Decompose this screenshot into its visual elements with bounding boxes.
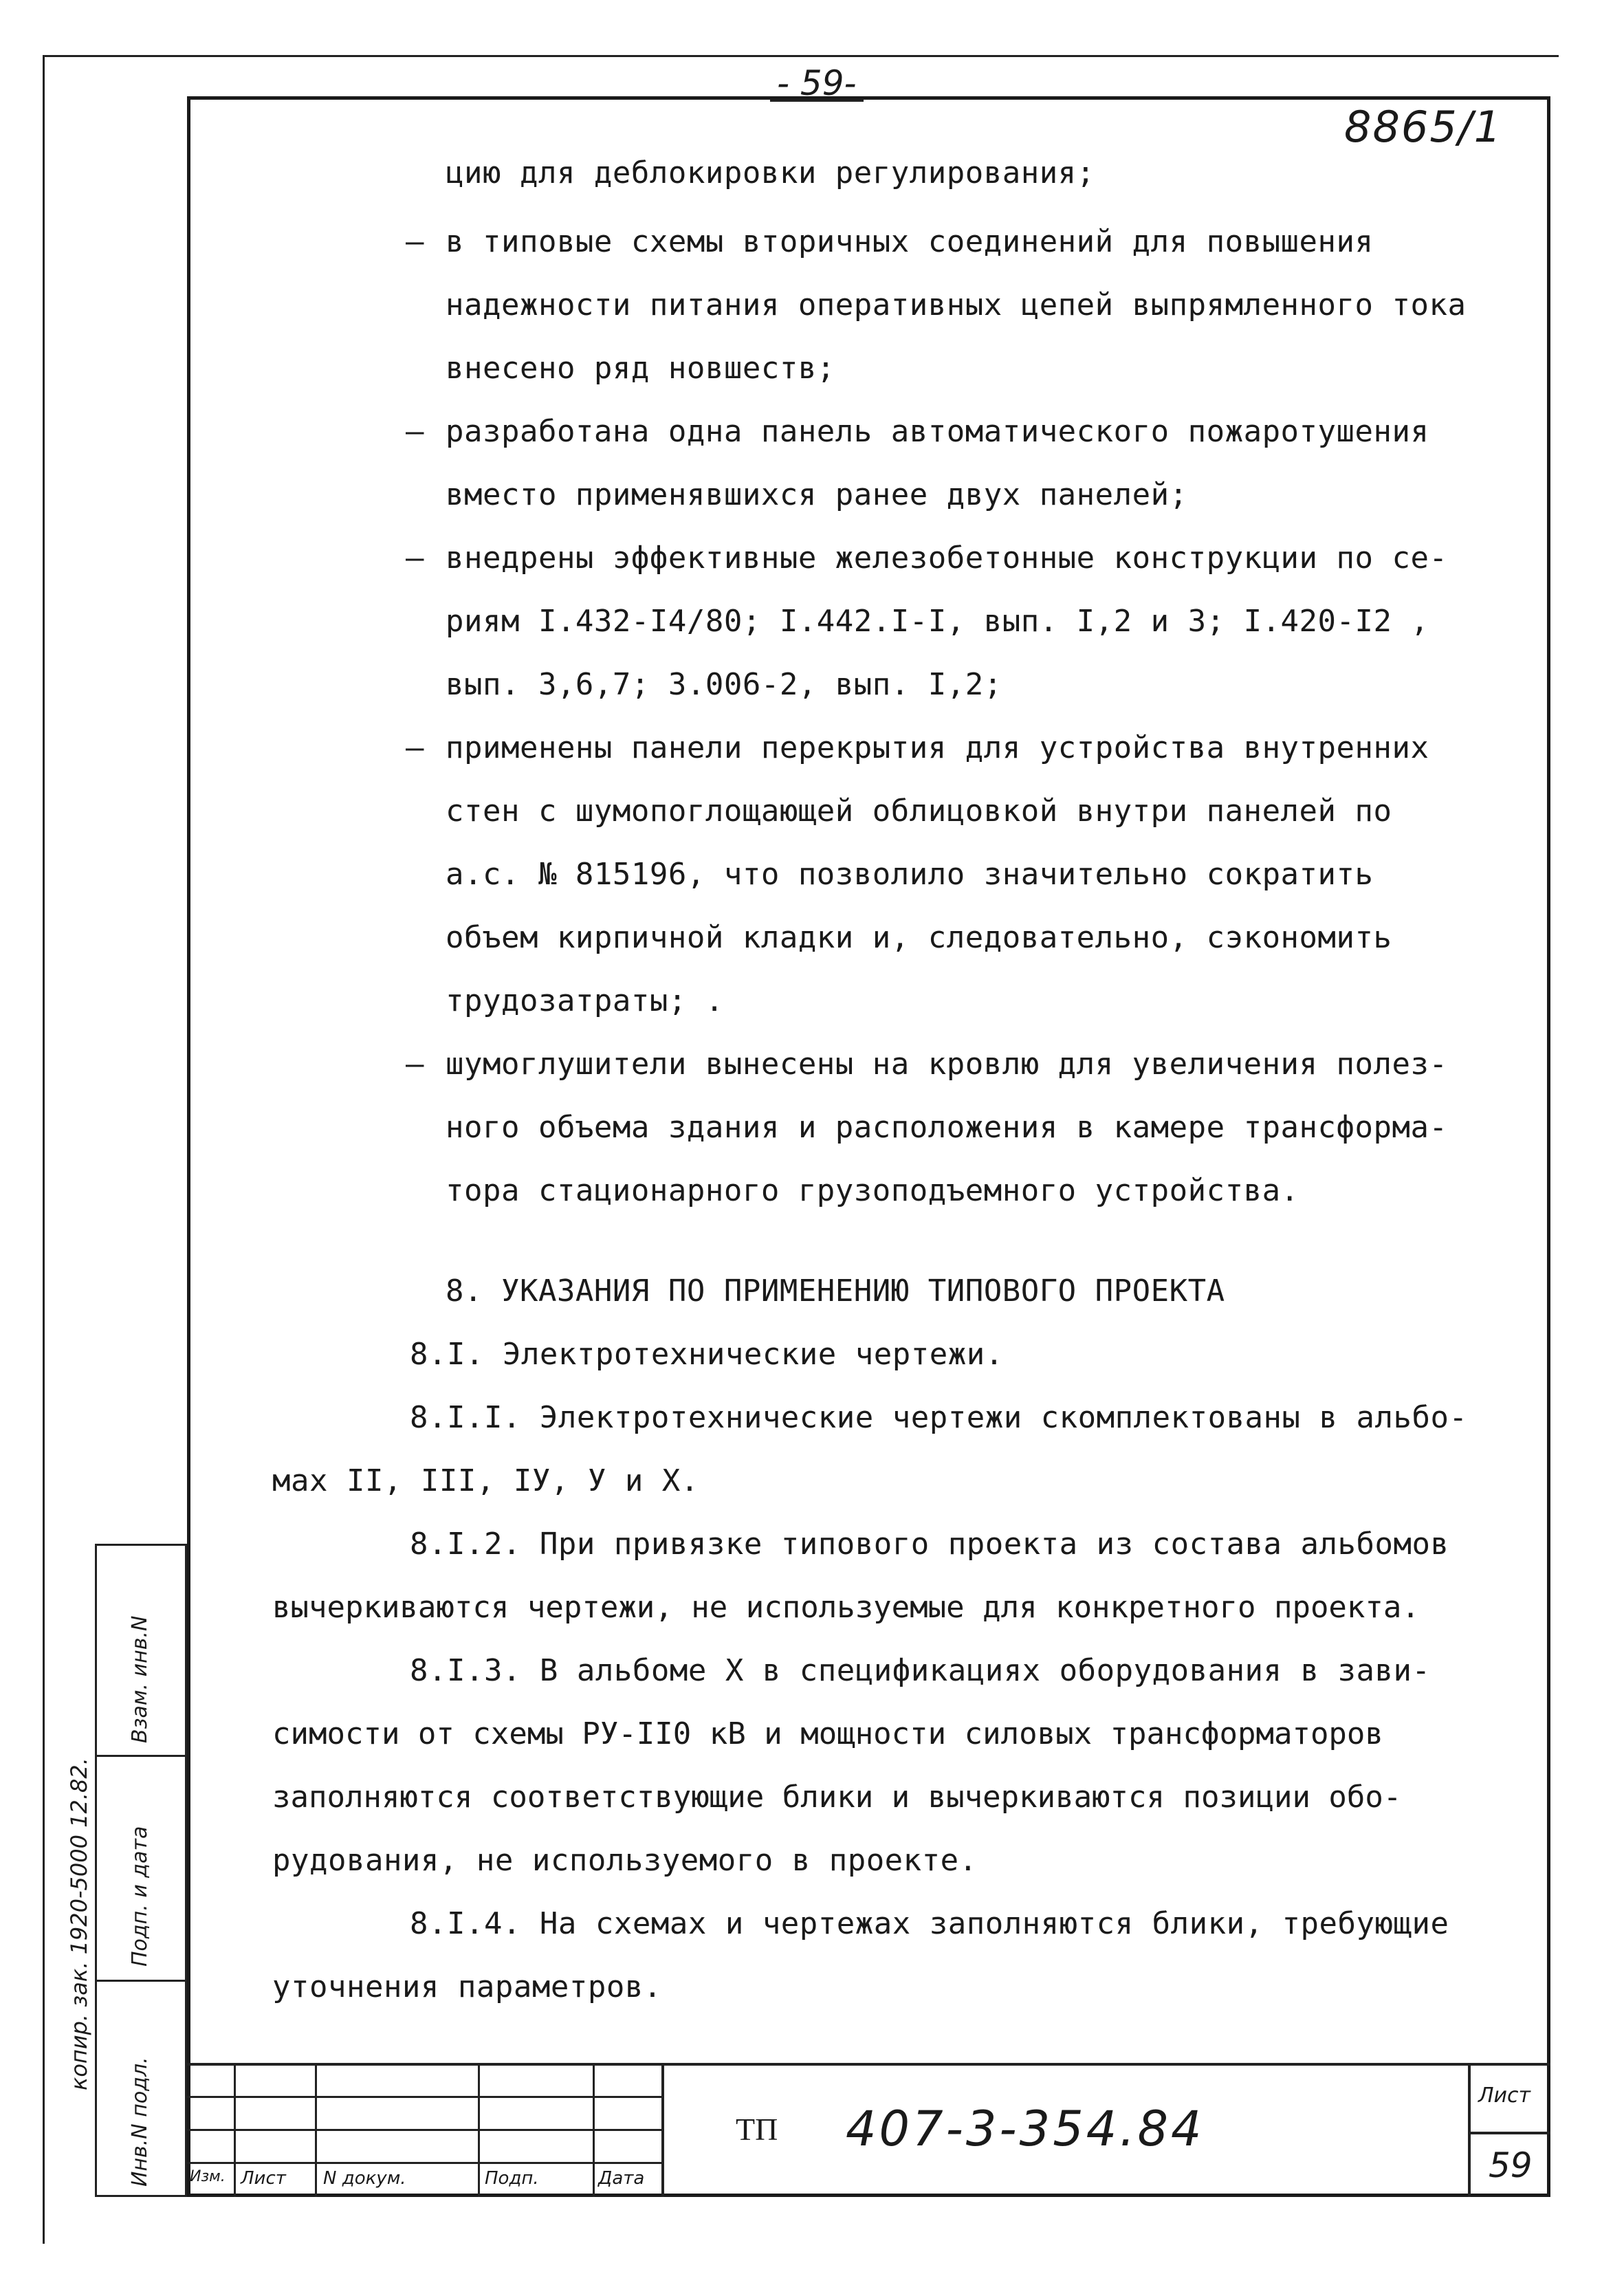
- text-line: вып. 3,6,7; 3.006-2, вып. I,2;: [446, 667, 1002, 702]
- text-line: объем кирпичной кладки и, следовательно, сэкономить: [446, 920, 1392, 955]
- text-line: а.с. № 815196, что позволило значительно сократить: [446, 857, 1374, 892]
- text-line: уточнения параметров.: [272, 1969, 662, 2004]
- copy-order-note: копир. зак. 1920-5000 12.82.: [66, 1758, 92, 2090]
- text-line: тора стационарного грузоподъемного устройства.: [446, 1173, 1299, 1208]
- text-line: симости от схемы РУ-II0 кВ и мощности силовых трансформаторов: [272, 1716, 1383, 1751]
- list-dash: –: [406, 224, 424, 259]
- stamp-label-vzam-inv: Взам. инв.N: [128, 1615, 152, 1743]
- text-line: внесено ряд новшеств;: [446, 351, 835, 386]
- text-line: вычеркиваются чертежи, не используемые для конкретного проекта.: [272, 1590, 1420, 1625]
- sheet-label: Лист: [1478, 2084, 1531, 2108]
- stamp-label-inv-podl: Инв.N подл.: [128, 2057, 152, 2187]
- sheet-number: 59: [1489, 2145, 1533, 2185]
- text-line: цию для деблокировки регулирования;: [446, 155, 1095, 190]
- archive-number: 8865/1: [1344, 102, 1503, 152]
- list-dash: –: [406, 414, 424, 449]
- text-line: стен с шумопоглощающей облицовкой внутри панелей по: [446, 794, 1392, 829]
- project-prefix: ТП: [736, 2112, 778, 2147]
- grid-line: [187, 2129, 661, 2131]
- grid-line: [593, 2063, 595, 2197]
- col-list: Лист: [241, 2168, 286, 2189]
- text-line: применены панели перекрытия для устройства внутренних: [446, 730, 1429, 765]
- subsection-heading: 8.I. Электротехнические чертежи.: [410, 1337, 1004, 1372]
- project-code: 407-3-354.84: [846, 2101, 1205, 2157]
- col-doc: N докум.: [323, 2168, 406, 2189]
- grid-line: [234, 2063, 236, 2197]
- grid-line: [187, 2162, 661, 2164]
- grid-line: [478, 2063, 480, 2197]
- text-line: рудования, не используемого в проекте.: [272, 1843, 978, 1878]
- section-heading: 8. УКАЗАНИЯ ПО ПРИМЕНЕНИЮ ТИПОВОГО ПРОЕКТА: [446, 1273, 1225, 1309]
- stamp-label-podp-data: Подп. и дата: [128, 1826, 152, 1967]
- text-line: 8.I.3. В альбоме X в спецификациях оборудования в зави-: [410, 1653, 1431, 1688]
- text-line: вместо применявшихся ранее двух панелей;: [446, 477, 1188, 512]
- text-line: 8.I.4. На схемах и чертежах заполняются блики, требующие: [410, 1906, 1449, 1941]
- text-line: трудозатраты; .: [446, 983, 724, 1018]
- text-line: внедрены эффективные железобетонные конструкции по се-: [446, 540, 1448, 576]
- grid-line: [187, 2096, 661, 2098]
- side-stamp: [95, 1544, 187, 2197]
- col-izm: Изм.: [190, 2168, 226, 2185]
- col-podp: Подп.: [485, 2168, 539, 2189]
- text-line: разработана одна панель автоматического пожаротушения: [446, 414, 1429, 449]
- page-number-top: - 59-: [777, 63, 857, 103]
- text-line: шумоглушители вынесены на кровлю для увеличения полез-: [446, 1047, 1448, 1082]
- text-line: риям I.432-I4/80; I.442.I-I, вып. I,2 и 3; I.420-I2 ,: [446, 604, 1429, 639]
- text-line: 8.I.2. При привязке типового проекта из состава альбомов: [410, 1527, 1449, 1562]
- grid-line: [315, 2063, 317, 2197]
- list-dash: –: [406, 730, 424, 765]
- grid-line: [661, 2063, 664, 2197]
- text-line: мах II, III, IУ, У и X.: [272, 1463, 699, 1498]
- text-line: ного объема здания и расположения в камере трансформа-: [446, 1110, 1448, 1145]
- text-line: в типовые схемы вторичных соединений для повышения: [446, 224, 1374, 259]
- list-dash: –: [406, 540, 424, 576]
- list-dash: –: [406, 1047, 424, 1082]
- grid-line: [1468, 2132, 1550, 2134]
- text-line: надежности питания оперативных цепей выпрямленного тока: [446, 287, 1467, 322]
- text-line: заполняются соответствующие блики и вычеркиваются позиции обо-: [272, 1780, 1402, 1815]
- col-data: Дата: [598, 2168, 645, 2189]
- text-line: 8.I.I. Электротехнические чертежи скомплектованы в альбо-: [410, 1400, 1468, 1435]
- grid-line: [1468, 2063, 1471, 2197]
